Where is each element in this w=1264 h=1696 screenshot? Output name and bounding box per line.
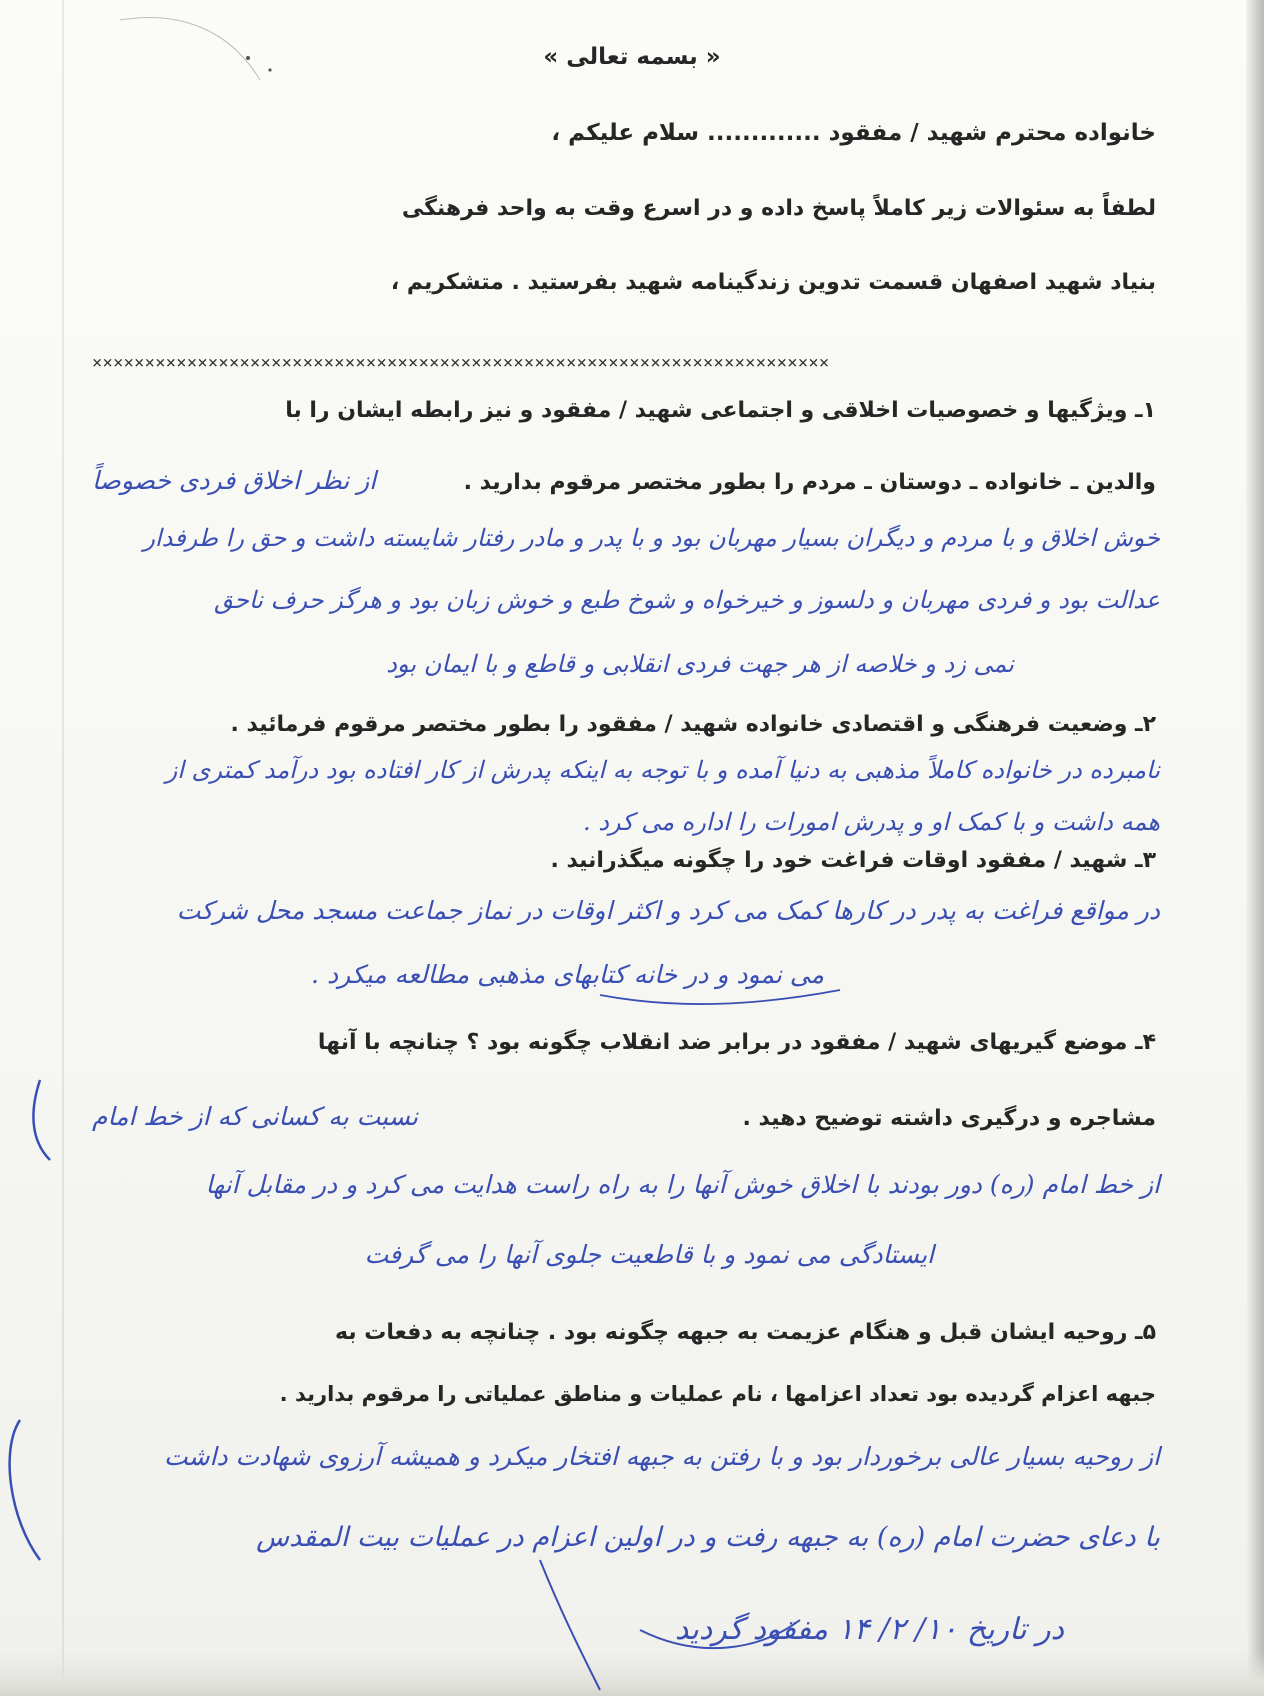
question-4-line-2: مشاجره و درگیری داشته توضیح دهید . bbox=[742, 1106, 1156, 1131]
answer-1-line-2: عدالت بود و فردی مهربان و دلسوز و خیرخواه و شوخ طبع و خوش زبان بود و هرگز حرف ناحق bbox=[214, 586, 1160, 614]
margin-bracket-mark-2 bbox=[33, 1080, 50, 1160]
answer-1-line-1: خوش اخلاق و با مردم و دیگران بسیار مهربان بود و با پدر و مادر رفتار شایسته داشت و حق را طرفدار bbox=[143, 524, 1160, 552]
underline-stroke bbox=[600, 990, 840, 1004]
question-4-line-1: ۴ـ موضع گیریهای شهید / مفقود در برابر ضد انقلاب چگونه بود ؟ چنانچه با آنها bbox=[317, 1030, 1156, 1055]
separator-row: ×××××××××××××××××××××××××××××××××××××××××××××××××××××××××××××××××××××× bbox=[92, 353, 830, 373]
margin-bracket-mark bbox=[10, 1420, 40, 1560]
bismillah-heading: « بسمه تعالی » bbox=[543, 44, 721, 70]
answer-2-line-1: نامبرده در خانواده کاملاً مذهبی به دنیا آمده و با توجه به اینکه پدرش از کار افتاده بود درآمد کمتری از bbox=[165, 756, 1160, 784]
answer-1-line-3: نمی زد و خلاصه از هر جهت فردی انقلابی و قاطع و با ایمان بود bbox=[386, 650, 1014, 678]
answer-3-line-2: می نمود و در خانه کتابهای مذهبی مطالعه میکرد . bbox=[311, 960, 824, 989]
answer-1-inline: از نظر اخلاق فردی خصوصاً bbox=[92, 466, 377, 495]
greeting-line: خانواده محترم شهید / مفقود ............. سلام علیکم ، bbox=[551, 120, 1156, 146]
answer-4-inline: نسبت به کسانی که از خط امام bbox=[92, 1102, 418, 1131]
answer-2-line-2: همه داشت و با کمک او و پدرش امورات را اداره می کرد . bbox=[582, 808, 1160, 836]
answer-5-line-2: با دعای حضرت امام (ره) به جبهه رفت و در اولین اعزام در عملیات بیت المقدس bbox=[256, 1522, 1160, 1553]
signature-tail-stroke bbox=[540, 1560, 600, 1690]
ink-dot bbox=[268, 68, 271, 71]
signature-loop-stroke bbox=[640, 1620, 800, 1648]
answer-4-line-1: از خط امام (ره) دور بودند با اخلاق خوش آنها را به راه راست هدایت می کرد و در مقابل آنها bbox=[205, 1170, 1160, 1199]
question-3-line-1: ۳ـ شهید / مفقود اوقات فراغت خود را چگونه میگذرانید . bbox=[550, 848, 1156, 873]
answer-5-line-1: از روحیه بسیار عالی برخوردار بود و با رفتن به جبهه افتخار میکرد و همیشه آرزوی شهادت داشت bbox=[164, 1442, 1160, 1471]
instruction-line-1: لطفاً به سئوالات زیر کاملاً پاسخ داده و در اسرع وقت به واحد فرهنگی bbox=[401, 196, 1156, 221]
question-1-line-1: ۱ـ ویژگیها و خصوصیات اخلاقی و اجتماعی شهید / مفقود و نیز رابطه ایشان را با bbox=[285, 398, 1156, 423]
paper-crease-mark bbox=[120, 18, 260, 81]
question-1-line-2: والدین ـ خانواده ـ دوستان ـ مردم را بطور مختصر مرقوم بدارید . bbox=[463, 470, 1156, 495]
answer-4-line-2: ایستادگی می نمود و با قاطعیت جلوی آنها را می گرفت bbox=[364, 1240, 934, 1269]
answer-5-final-note: در تاریخ ۱۰/ ۲/ ۱۴ مفقود گردید bbox=[674, 1612, 1064, 1647]
instruction-line-2: بنیاد شهید اصفهان قسمت تدوین زندگینامه شهید بفرستید . متشکریم ، bbox=[390, 270, 1156, 295]
answer-3-line-1: در مواقع فراغت به پدر در کارها کمک می کرد و اکثر اوقات در نماز جماعت مسجد محل شرکت bbox=[176, 896, 1160, 925]
question-5-line-1: ۵ـ روحیه ایشان قبل و هنگام عزیمت به جبهه چگونه بود . چنانچه به دفعات به bbox=[334, 1320, 1156, 1345]
ink-dot bbox=[246, 56, 250, 60]
question-2-line-1: ۲ـ وضعیت فرهنگی و اقتصادی خانواده شهید / مفقود را بطور مختصر مرقوم فرمائید . bbox=[230, 712, 1156, 737]
question-5-line-2: جبهه اعزام گردیده بود تعداد اعزامها ، نام عملیات و مناطق عملیاتی را مرقوم بدارید . bbox=[279, 1382, 1156, 1406]
